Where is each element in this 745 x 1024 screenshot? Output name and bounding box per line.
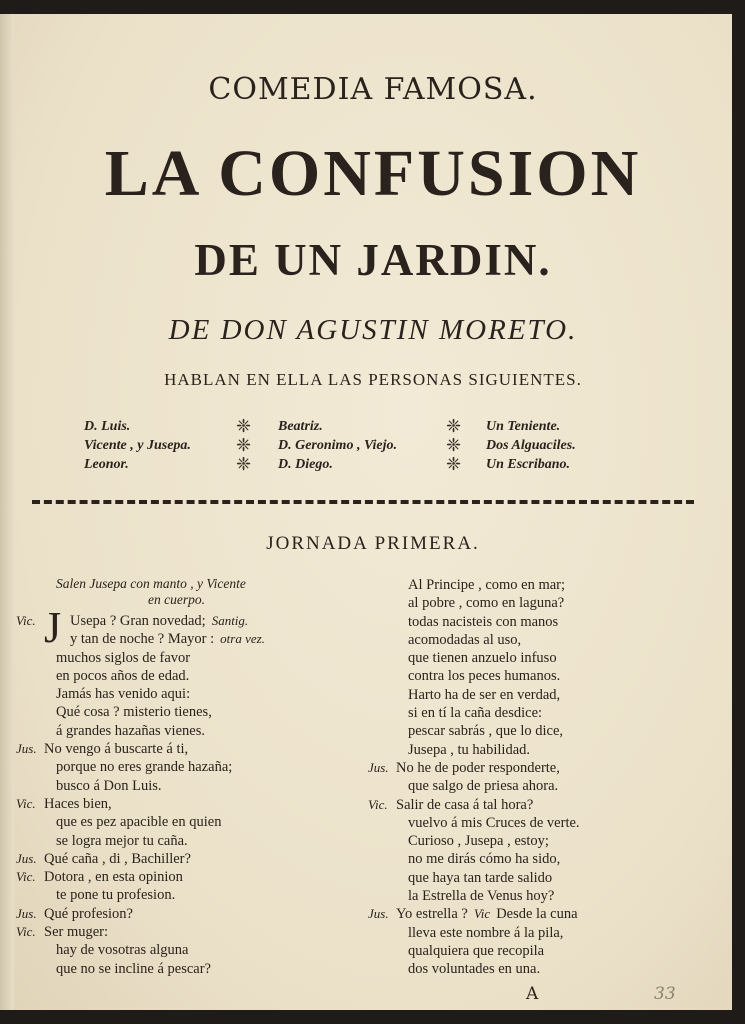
verse-line bbox=[16, 960, 356, 978]
verse-text: y tan de noche ? Mayor : bbox=[70, 631, 215, 648]
verse-line bbox=[368, 649, 718, 667]
verse-text: porque no eres grande hazaña; bbox=[56, 759, 233, 776]
stage-direction-line-2: en cuerpo. bbox=[148, 592, 205, 607]
speaker-label: Vic. bbox=[16, 869, 36, 885]
verse-text: todas nacisteis con manos bbox=[408, 613, 559, 630]
verse-line bbox=[16, 850, 356, 868]
verse-text: se logra mejor tu caña. bbox=[56, 832, 188, 849]
verse-text: Salir de casa á tal hora? bbox=[396, 796, 534, 813]
aside-label: Santig. bbox=[211, 613, 249, 628]
aside-label: Vic bbox=[473, 906, 491, 922]
verse-line bbox=[368, 832, 718, 850]
verse-line bbox=[368, 667, 718, 685]
verse-line bbox=[368, 576, 718, 594]
verse-line bbox=[368, 759, 718, 777]
verse-text: Usepa ? Gran novedad; bbox=[70, 613, 206, 629]
verse-text: la Estrella de Venus hoy? bbox=[408, 888, 555, 905]
verse-text: dos voluntades en una. bbox=[408, 961, 541, 978]
signature-mark: A bbox=[526, 984, 539, 1004]
verse-line bbox=[16, 777, 356, 795]
verse-line bbox=[16, 649, 356, 667]
verse-line bbox=[16, 612, 356, 630]
verse-text: Curioso , Jusepa , estoy; bbox=[408, 833, 549, 850]
verse-text: Harto ha de ser en verdad, bbox=[408, 686, 561, 703]
verse-line bbox=[16, 667, 356, 685]
verse-line bbox=[368, 741, 718, 759]
verse-text: que no se incline á pescar? bbox=[56, 960, 211, 977]
verse-text: muchos siglos de favor bbox=[56, 649, 191, 666]
verse-text: busco á Don Luis. bbox=[56, 777, 162, 794]
verse-text: que es pez apacible en quien bbox=[56, 814, 222, 831]
personas-heading: HABLAN EN ELLA LAS PERSONAS SIGUIENTES. bbox=[164, 370, 582, 389]
cast-column-1 bbox=[84, 417, 191, 474]
verse-line bbox=[368, 594, 718, 612]
drop-cap: J bbox=[44, 603, 62, 652]
verse-text: qualquiera que recopila bbox=[408, 942, 545, 959]
verse-line bbox=[16, 630, 356, 648]
act-heading: JORNADA PRIMERA. bbox=[266, 533, 480, 554]
verse-text: Haces bien, bbox=[44, 795, 112, 812]
right-text-column bbox=[368, 576, 718, 979]
speaker-label: Jus. bbox=[16, 905, 37, 921]
verse-text-continued: Desde la cuna bbox=[496, 906, 578, 923]
verse-line bbox=[368, 850, 718, 868]
cast-entry: D. Luis. bbox=[84, 419, 131, 434]
verse-text: si en tí la caña desdice: bbox=[408, 705, 543, 722]
verse-line bbox=[368, 905, 718, 923]
verse-line bbox=[368, 924, 718, 942]
ornament-icon: ❈ bbox=[236, 454, 252, 475]
cast-entry: Leonor. bbox=[84, 457, 129, 472]
cast-entry: Un Teniente. bbox=[486, 419, 561, 434]
verse-line bbox=[368, 869, 718, 887]
ornament-icon: ❈ bbox=[446, 416, 462, 437]
verse-text: Qué cosa ? misterio tienes, bbox=[56, 704, 212, 721]
title-line-2: DE UN JARDIN. bbox=[194, 235, 552, 285]
verse-line bbox=[368, 777, 718, 795]
verse-text: te pone tu profesion. bbox=[56, 887, 176, 904]
verse-text: no me dirás cómo ha sido, bbox=[408, 851, 561, 868]
divider-rule bbox=[32, 500, 694, 504]
title-line-1: LA CONFUSION bbox=[104, 137, 642, 210]
verse-text: contra los peces humanos. bbox=[408, 668, 561, 685]
verse-line bbox=[368, 631, 718, 649]
verse-line bbox=[16, 886, 356, 904]
verse-text: en pocos años de edad. bbox=[56, 667, 190, 684]
speaker-label: Vic. bbox=[16, 613, 36, 628]
verse-text: acomodadas al uso, bbox=[408, 631, 522, 648]
verse-text: á grandes hazañas vienes. bbox=[56, 722, 205, 739]
verse-text: vuelvo á mis Cruces de verte. bbox=[408, 814, 580, 831]
verse-text: Jamás has venido aqui: bbox=[56, 686, 191, 703]
cast-entry: Dos Alguaciles. bbox=[486, 438, 576, 453]
verse-line bbox=[16, 832, 356, 850]
verse-line bbox=[16, 740, 356, 758]
ornament-icon: ❈ bbox=[236, 416, 252, 437]
cast-entry: Beatriz. bbox=[278, 419, 323, 434]
verse-text: Qué caña , di , Bachiller? bbox=[44, 850, 191, 867]
speaker-label: Jus. bbox=[16, 741, 37, 757]
speaker-label: Jus. bbox=[368, 759, 389, 775]
verse-text: Qué profesion? bbox=[44, 905, 133, 922]
book-page bbox=[14, 14, 732, 1010]
cast-entry: D. Diego. bbox=[278, 457, 333, 472]
verse-line bbox=[16, 941, 356, 959]
ornament-icon: ❈ bbox=[446, 435, 462, 456]
ornament-icon: ❈ bbox=[236, 435, 252, 456]
verse-line bbox=[16, 868, 356, 886]
verse-line bbox=[16, 758, 356, 776]
verse-text: que tienen anzuelo infuso bbox=[408, 650, 557, 667]
verse-line bbox=[368, 942, 718, 960]
stage-direction-line-1: Salen Jusepa con manto , y Vicente bbox=[56, 576, 246, 591]
cast-entry: D. Geronimo , Viejo. bbox=[278, 438, 398, 453]
verse-text: No he de poder responderte, bbox=[396, 759, 560, 776]
verse-line bbox=[16, 923, 356, 941]
speaker-label: Vic. bbox=[368, 796, 388, 812]
verse-text: que salgo de priesa ahora. bbox=[408, 778, 559, 795]
ornament-icon: ❈ bbox=[446, 454, 462, 475]
speaker-label: Vic. bbox=[16, 795, 36, 811]
cast-column-3 bbox=[486, 417, 576, 474]
verse-line bbox=[16, 703, 356, 721]
verse-line bbox=[16, 795, 356, 813]
verse-line bbox=[16, 905, 356, 923]
cast-entry: Vicente , y Jusepa. bbox=[84, 438, 191, 453]
speaker-label: Vic. bbox=[16, 924, 36, 940]
verse-line bbox=[16, 722, 356, 740]
verse-text: que haya tan tarde salido bbox=[408, 869, 553, 886]
verse-text: Ser muger: bbox=[44, 924, 109, 941]
verse-text: hay de vosotras alguna bbox=[56, 942, 189, 959]
verse-text: Dotora , en esta opinion bbox=[44, 869, 183, 886]
aside-label: otra vez. bbox=[220, 631, 265, 647]
verse-line bbox=[368, 960, 718, 978]
verse-line bbox=[16, 685, 356, 703]
verse-line bbox=[16, 813, 356, 831]
left-text-column bbox=[16, 612, 356, 978]
verse-text: al pobre , como en laguna? bbox=[408, 595, 565, 612]
verse-text: Jusepa , tu habilidad. bbox=[408, 741, 531, 758]
speaker-label: Jus. bbox=[368, 906, 389, 922]
facing-page-edge bbox=[0, 14, 14, 1010]
cast-column-2 bbox=[278, 417, 397, 474]
verse-text: Al Principe , como en mar; bbox=[408, 577, 566, 593]
verse-text: No vengo á buscarte á ti, bbox=[44, 741, 189, 758]
verse-line bbox=[368, 722, 718, 740]
verse-line bbox=[368, 796, 718, 814]
cast-entry: Un Escribano. bbox=[486, 457, 571, 472]
verse-text: lleva este nombre á la pila, bbox=[408, 924, 564, 941]
verse-line bbox=[368, 814, 718, 832]
verse-text: pescar sabrás , que lo dice, bbox=[408, 723, 564, 740]
verse-line bbox=[368, 613, 718, 631]
ornament-column-2 bbox=[446, 417, 461, 474]
verse-text: Yo estrella ? bbox=[396, 906, 468, 923]
page-number: 33 bbox=[654, 984, 676, 1004]
ornament-column-1 bbox=[236, 417, 251, 474]
author-line: DE DON AGUSTIN MORETO. bbox=[168, 314, 578, 346]
verse-line bbox=[368, 704, 718, 722]
verse-line bbox=[368, 686, 718, 704]
genre-heading: COMEDIA FAMOSA. bbox=[208, 72, 538, 107]
verse-line bbox=[368, 887, 718, 905]
speaker-label: Jus. bbox=[16, 850, 37, 866]
